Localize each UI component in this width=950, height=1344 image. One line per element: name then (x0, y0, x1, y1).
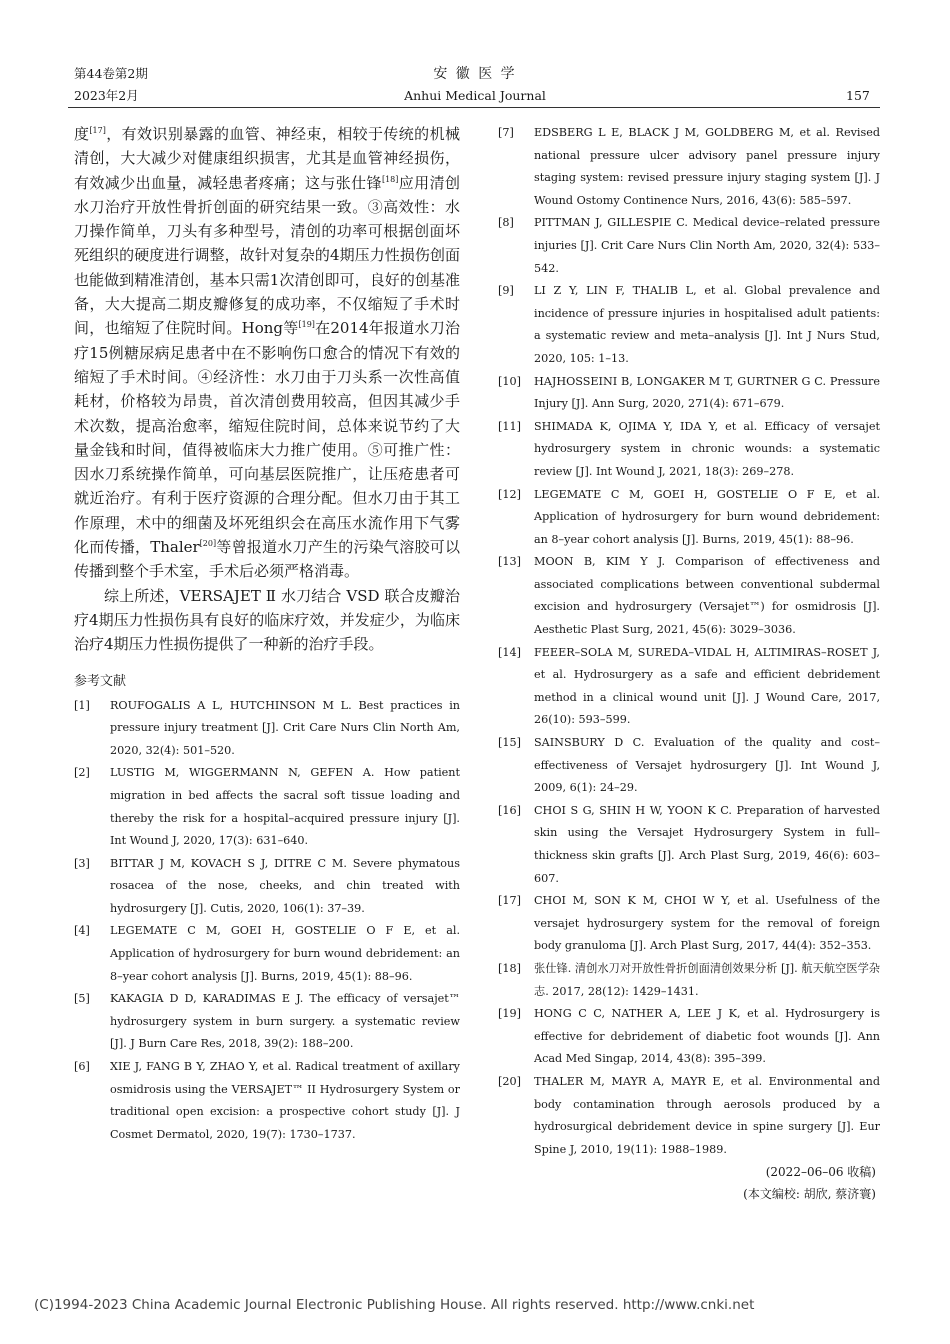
reference-text: ROUFOGALIS A L, HUTCHINSON M L. Best practices in pressure injury treatment [J]. Crit Care Nurs Clin North Am, 2020, 32(4): 501–520. (110, 698, 460, 757)
reference-number: [1] (74, 698, 90, 712)
reference-text: CHOI S G, SHIN H W, YOON K C. Preparation of harvested skin using the Versajet Hydrosurgery System in full–thickness skin grafts [J]. Arch Plast Surg, 2019, 46(6): 603–607. (534, 803, 880, 885)
reference-item (498, 371, 880, 416)
reference-item (498, 732, 880, 800)
reference-number: [20] (498, 1074, 521, 1088)
reference-number: [9] (498, 284, 514, 298)
reference-item (74, 762, 460, 852)
citation: [20] (199, 539, 217, 549)
reference-item (74, 1056, 460, 1146)
reference-item (498, 800, 880, 890)
body-text: 等曾报道水刀产生的污染气溶胶可以传播到整个手术室，手术后必须严格消毒。 (74, 538, 460, 581)
reference-item (498, 212, 880, 280)
reference-text: LEGEMATE C M, GOEI H, GOSTELIE O F E, et al. Application of hydrosurgery for burn wound debridement: an 8–year cohort analysis [J]. Burns, 2019, 45(1): 88–96. (534, 487, 880, 546)
references-heading: 参考文献 (74, 673, 127, 689)
reference-number: [15] (498, 736, 521, 750)
reference-number: [17] (498, 894, 521, 908)
reference-number: [10] (498, 374, 521, 388)
journal-title-cn: 安 徽 医 学 (433, 66, 517, 82)
reference-item (498, 416, 880, 484)
reference-number: [8] (498, 216, 514, 230)
page-number: 157 (846, 88, 870, 103)
reference-text: 张仕锋. 清创水刀对开放性骨折创面清创效果分析 [J]. 航天航空医学杂志. 2017, 28(12): 1429–1431. (534, 961, 880, 998)
reference-text: MOON B, KIM Y J. Comparison of effectiveness and associated complications between conventional subdermal excision and hydrosurgery (Versajet™) for osmidrosis [J]. Aesthetic Plast Surg, 2021, 45(6): 3029–3036. (534, 555, 880, 637)
reference-list-left (74, 695, 460, 1147)
volume-issue: 第44卷第2期 (74, 66, 148, 81)
reference-number: [19] (498, 1007, 521, 1021)
reference-text: THALER M, MAYR A, MAYR E, et al. Environmental and body contamination through aerosols produced by a hydrosurgical debridement device in spine surgery [J]. Eur Spine J, 2010, 19(11): 1988–1989. (534, 1074, 880, 1156)
received-date-note: (2022–06–06 收稿) (765, 1165, 876, 1180)
editor-note: (本文编校: 胡欣, 蔡济寰) (743, 1187, 876, 1202)
body-text: 综上所述，VERSAJET Ⅱ 水刀结合 VSD 联合皮瓣治疗4期压力性损伤具有良好的临床疗效，并发症少，为临床治疗4期压力性损伤提供了一种新的治疗手段。 (74, 586, 460, 654)
reference-number: [3] (74, 856, 90, 870)
reference-text: KAKAGIA D D, KARADIMAS E J. The efficacy of versajet™ hydrosurgery system in burn surgery. a systematic review [J]. J Burn Care Res, 2018, 39(2): 188–200. (110, 992, 460, 1051)
citation: [17] (89, 126, 106, 135)
right-column (498, 122, 880, 1205)
reference-list-right (498, 122, 880, 1161)
reference-number: [4] (74, 924, 90, 938)
reference-number: [18] (498, 961, 521, 975)
reference-text: SHIMADA K, OJIMA Y, IDA Y, et al. Efficacy of versajet hydrosurgery system in chronic wounds: a systematic review [J]. Int Wound J, 2021, 18(3): 269–278. (534, 419, 880, 478)
body-paragraph-1 (74, 122, 460, 584)
reference-text: XIE J, FANG B Y, ZHAO Y, et al. Radical treatment of axillary osmidrosis using the VERSAJET™ II Hydrosurgery System or traditional open excision: a prospective cohort study [J]. J Cosmet Dermatol, 2020, 19(7): 1730–1737. (110, 1060, 460, 1141)
reference-item (74, 695, 460, 763)
reference-item (74, 920, 460, 988)
reference-item (498, 890, 880, 958)
reference-text: HAJHOSSEINI B, LONGAKER M T, GURTNER G C. Pressure Injury [J]. Ann Surg, 2020, 271(4): 671–679. (534, 374, 880, 411)
body-text: 度 (74, 125, 90, 143)
reference-number: [16] (498, 803, 521, 817)
reference-text: SAINSBURY D C. Evaluation of the quality and cost–effectiveness of Versajet hydrosurgery [J]. Int Wound J, 2009, 6(1): 24–29. (534, 736, 880, 795)
reference-number: [7] (498, 126, 514, 139)
reference-text: LI Z Y, LIN F, THALIB L, et al. Global prevalence and incidence of pressure injuries in hospitalised adult patients: a systematic review and meta–analysis [J]. Int J Nurs Stud, 2020, 105: 1–13. (534, 284, 880, 365)
body-paragraph-2 (74, 584, 460, 657)
reference-text: EDSBERG L E, BLACK J M, GOLDBERG M, et al. Revised national pressure ulcer advisory panel pressure injury staging system: revised pressure injury staging system [J]. J Wound Ostomy Continence Nurs, 2016, 43(6): 585–597. (534, 126, 880, 207)
reference-number: [5] (74, 992, 90, 1006)
reference-item (498, 122, 880, 212)
reference-number: [13] (498, 555, 521, 569)
issue-date: 2023年2月 (74, 88, 139, 103)
reference-number: [2] (74, 766, 90, 780)
body-text: 在2014年报道水刀治疗15例糖尿病足患者中在不影响伤口愈合的情况下有效的缩短了手术时间。④经济性：水刀由于刀头系一次性高值耗材，价格较为昂贵，首次清创费用较高，但因其减少手术次数，提高治愈率，缩短住院时间，总体来说节约了大量金钱和时间，值得被临床大力推广使用。⑤可推广性：因水刀系统操作简单，可向基层医院推广，让压疮患者可就近治疗。有利于医疗资源的合理分配。但水刀由于其工作原理，术中的细菌及坏死组织会在高压水流作用下气雾化而传播，Thaler (74, 319, 460, 557)
header-rule (68, 107, 880, 108)
reference-text: HONG C C, NATHER A, LEE J K, et al. Hydrosurgery is effective for debridement of diabetic foot wounds [J]. Ann Acad Med Singap, 2014, 43(8): 395–399. (534, 1007, 880, 1066)
reference-item (498, 551, 880, 641)
journal-title-en: Anhui Medical Journal (404, 88, 546, 103)
reference-item (498, 1003, 880, 1071)
citation: [18] (381, 174, 399, 184)
reference-text: LEGEMATE C M, GOEI H, GOSTELIE O F E, et al. Application of hydrosurgery for burn wound debridement: an 8–year cohort analysis [J]. Burns, 2019, 45(1): 88–96. (110, 924, 460, 983)
reference-number: [11] (498, 419, 521, 433)
reference-item (498, 642, 880, 732)
reference-text: FEEER–SOLA M, SUREDA–VIDAL H, ALTIMIRAS–ROSET J, et al. Hydrosurgery as a safe and efficient debridement method in a clinical wound unit [J]. J Wound Care, 2017, 26(10): 593–599. (534, 645, 880, 727)
reference-number: [12] (498, 487, 521, 501)
reference-item (74, 988, 460, 1056)
reference-number: [6] (74, 1060, 90, 1074)
reference-text: BITTAR J M, KOVACH S J, DITRE C M. Severe phymatous rosacea of the nose, cheeks, and chin treated with hydrosurgery [J]. Cutis, 2020, 106(1): 37–39. (110, 856, 460, 915)
reference-text: CHOI M, SON K M, CHOI W Y, et al. Usefulness of the versajet hydrosurgery system for the removal of foreign body granuloma [J]. Arch Plast Surg, 2017, 44(4): 352–353. (534, 894, 880, 953)
left-column (74, 122, 460, 1146)
citation: [19] (298, 320, 315, 330)
body-text: ，有效识别暴露的血管、神经束，相较于传统的机械清创，大大减少对健康组织损害，尤其是血管神经损伤，有效减少出血量，减轻患者疼痛；这与张仕锋 (74, 125, 460, 192)
reference-text: PITTMAN J, GILLESPIE C. Medical device–related pressure injuries [J]. Crit Care Nurs Clin North Am, 2020, 32(4): 533–542. (534, 216, 880, 275)
body-text: 应用清创水刀治疗开放性骨折创面的研究结果一致。③高效性：水刀操作简单，刀头有多种型号，清创的功率可根据创面坏死组织的硬度进行调整，故针对复杂的4期压力性损伤创面也能做到精准清创，基本只需1次清创即可，良好的创基准备，大大提高二期皮瓣修复的成功率，不仅缩短了手术时间，也缩短了住院时间。Hong等 (74, 173, 460, 338)
reference-item (74, 853, 460, 921)
reference-item (498, 280, 880, 370)
reference-item (498, 484, 880, 552)
reference-text: LUSTIG M, WIGGERMANN N, GEFEN A. How patient migration in bed affects the sacral soft tissue loading and thereby the risk for a hospital–acquired pressure injury [J]. Int Wound J, 2020, 17(3): 631–640. (110, 766, 460, 848)
reference-item (498, 958, 880, 1003)
reference-number: [14] (498, 645, 521, 659)
copyright-footer: (C)1994-2023 China Academic Journal Electronic Publishing House. All rights reserved. http://www.cnki.net (34, 1297, 755, 1313)
reference-item (498, 1071, 880, 1161)
